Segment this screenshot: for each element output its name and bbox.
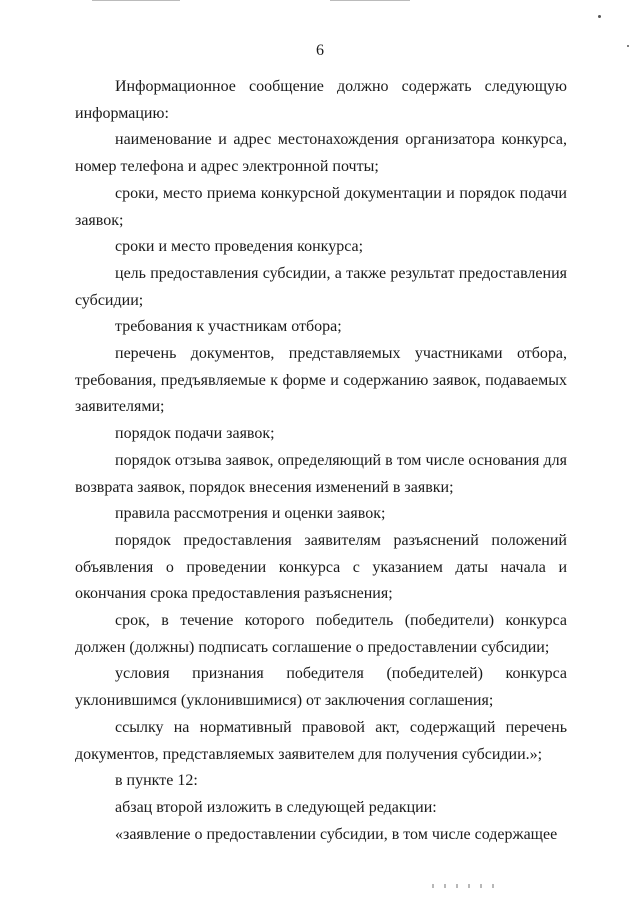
paragraph: требования к участникам отбора; [115,318,342,336]
paragraph: Информационное сообщение должно содержать следующую информацию: [75,78,567,122]
paragraph: срок, в течение которого победитель (победители) конкурса должен (должны) подписать соглашение о предоставлении субсидии; [75,612,567,656]
document-body [75,74,567,848]
paragraph: порядок предоставления заявителям разъяснений положений объявления о проведении конкурса с указанием даты начала и окончания срока предоставления разъяснения; [75,531,567,603]
paragraph: цель предоставления субсидии, а также результат предоставления субсидии; [75,264,567,309]
paragraph: условия признания победителя (победителей) конкурса уклонившимся (уклонившимися) от заключения соглашения; [75,665,567,710]
scan-specks [432,884,502,888]
scan-edge-line [92,0,180,1]
paragraph: в пункте 12: [115,772,198,790]
paragraph: сроки, место приема конкурсной документации и порядок подачи заявок; [75,184,567,229]
scan-edge-line [330,0,410,1]
paragraph: перечень документов, представляемых участниками отбора, требования, предъявляемые к форме и содержанию заявок, подаваемых заявителями; [75,345,567,416]
paragraph: правила рассмотрения и оценки заявок; [115,505,386,523]
paragraph: ссылку на нормативный правовой акт, содержащий перечень документов, представляемых заявителем для получения субсидии.»; [75,718,567,763]
scan-speck [598,15,601,18]
paragraph: абзац второй изложить в следующей редакции: [115,798,437,816]
paragraph: «заявление о предоставлении субсидии, в том числе содержащее [115,825,558,843]
paragraph: сроки и место проведения конкурса; [115,238,364,256]
paragraph: порядок отзыва заявок, определяющий в том числе основания для возврата заявок, порядок внесения изменений в заявки; [75,451,567,496]
page-number: 6 [316,42,324,59]
paragraph: порядок подачи заявок; [115,425,275,443]
paragraph: наименование и адрес местонахождения организатора конкурса, номер телефона и адрес электронной почты; [75,131,567,176]
